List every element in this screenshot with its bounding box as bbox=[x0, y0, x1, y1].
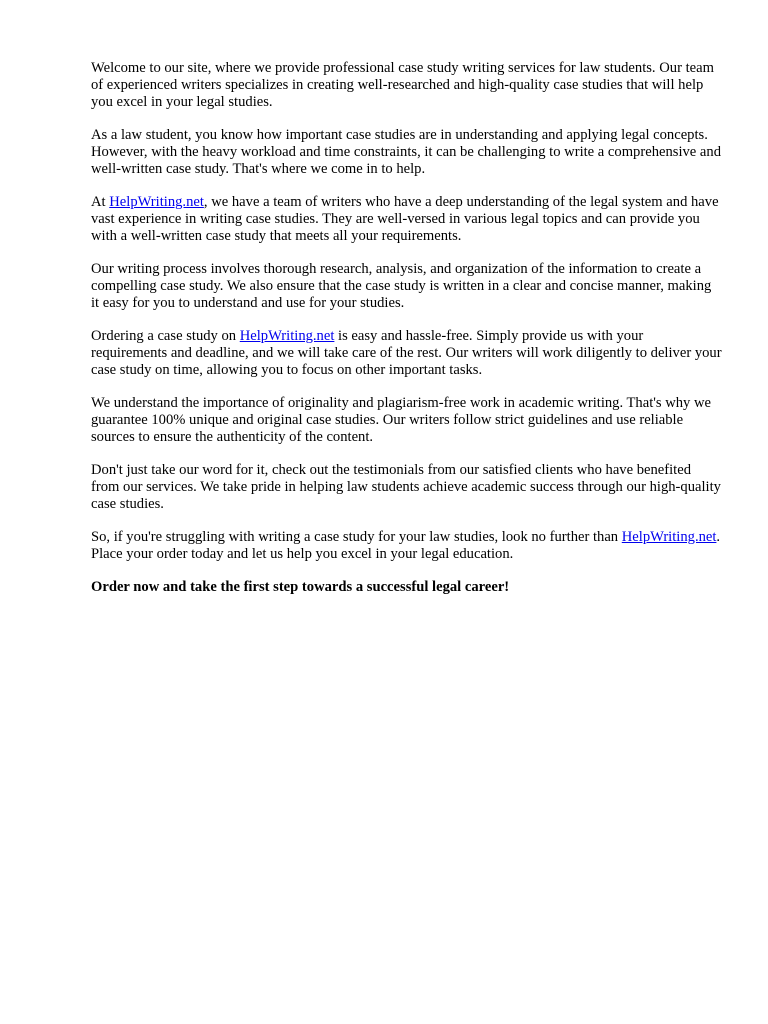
paragraph-ordering bbox=[91, 328, 723, 379]
paragraph-originality: We understand the importance of originality and plagiarism-free work in academic writing. That's why we guarantee 100% unique and original case studies. Our writers follow strict guidelines and use reliable sources to ensure the authenticity of the content. bbox=[91, 395, 712, 445]
paragraph-writers bbox=[91, 194, 723, 245]
paragraph-writers-lead: At bbox=[91, 194, 110, 210]
paragraph-testimonials: Don't just take our word for it, check out the testimonials from our satisfied clients who have benefited from our services. We take pride in helping law students achieve academic success through our high-quality case studies. bbox=[91, 462, 721, 512]
paragraph-process: Our writing process involves thorough research, analysis, and organization of the information to create a compelling case study. We also ensure that the case study is written in a clear and concise manner, making it easy for you to understand and use for your studies. bbox=[91, 261, 712, 311]
helpwriting-link-3[interactable]: HelpWriting.net bbox=[621, 529, 717, 545]
paragraph-closing-lead: So, if you're struggling with writing a case study for your law studies, look no further than bbox=[91, 529, 622, 545]
paragraph-closing-rest: . Place your order today and let us help you excel in your legal education. bbox=[91, 529, 721, 562]
paragraph-closing bbox=[91, 529, 723, 563]
call-to-action: Order now and take the first step towards a successful legal career! bbox=[91, 579, 510, 595]
paragraph-ordering-rest: is easy and hassle-free. Simply provide us with your requirements and deadline, and we will take care of the rest. Our writers will work diligently to deliver your case study on time, allowing you to focus on other important tasks. bbox=[91, 328, 722, 378]
paragraph-ordering-lead: Ordering a case study on bbox=[91, 328, 240, 344]
helpwriting-link-2[interactable]: HelpWriting.net bbox=[239, 328, 335, 344]
paragraph-writers-rest: , we have a team of writers who have a deep understanding of the legal system and have vast experience in writing case studies. They are well-versed in various legal topics and can provide you with a well-written case study that meets all your requirements. bbox=[91, 194, 719, 244]
paragraph-law-student: As a law student, you know how important case studies are in understanding and applying legal concepts. However, with the heavy workload and time constraints, it can be challenging to write a comprehensive and well-written case study. That's where we come in to help. bbox=[91, 127, 721, 177]
document-body bbox=[91, 60, 723, 612]
paragraph-intro: Welcome to our site, where we provide professional case study writing services for law students. Our team of experienced writers specializes in creating well-researched and high-quality case studies that will help you excel in your legal studies. bbox=[91, 60, 714, 110]
helpwriting-link-1[interactable]: HelpWriting.net bbox=[109, 194, 204, 210]
